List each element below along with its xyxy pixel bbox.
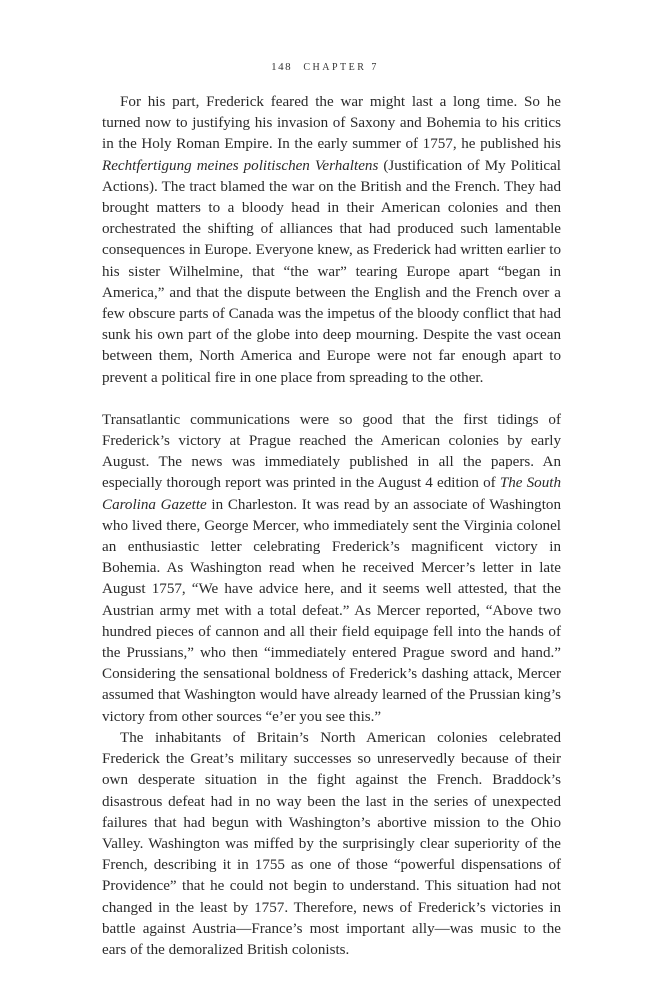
running-head (0, 61, 650, 73)
text-run: (Justification of My Political Actions). The tract blamed the war on the British and the French. They had brought matters to a bloody head in their American colonies and then orchestrated the shifting of alliances that had produced such lamentable consequences in Europe. Everyone knew, as Frederick had written earlier to his sister Wilhelmine, that “the war” tearing Europe apart “began in America,” and that the dispute between the English and the French over a few obscure parts of Canada was the impetus of the bloody conflict that had sunk his own part of the globe into deep mourning. Despite the vast ocean between them, North America and Europe were not far enough apart to prevent a political fire in one place from spreading to the other. (102, 157, 561, 386)
chapter-label: CHAPTER 7 (303, 62, 379, 73)
page-number: 148 (271, 61, 293, 73)
text-run: Transatlantic communications were so good that the first tidings of Frederick’s victory at Prague reached the American colonies by early August. The news was immediately published in all the papers. An especially thorough report was printed in the August 4 edition of (102, 411, 561, 492)
text-run: For his part, Frederick feared the war might last a long time. So he turned now to justifying his invasion of Saxony and Bohemia to his critics in the Holy Roman Empire. In the early summer of 1757, he published his (102, 94, 561, 153)
paragraph-1 (102, 92, 561, 389)
italic-title: Rechtfertigung meines politischen Verhaltens (102, 157, 379, 174)
text-run: The inhabitants of Britain’s North American colonies celebrated Frederick the Great’s military successes so unreservedly because of their own desperate situation in the fight against the French. Braddock’s disastrous defeat had in no way been the last in the series of unexpected failures that had begun with Washington’s abortive mission to the Ohio Valley. Washington was miffed by the surprisingly clear superiority of the French, describing it in 1755 as one of those “powerful dispensations of Providence” that he could not begin to understand. This situation had not changed in the least by 1757. Therefore, news of Frederick’s victories in battle against Austria—France’s most important ally—was music to the ears of the demoralized British colonists. (102, 729, 561, 958)
text-run: in Charleston. It was read by an associate of Washington who lived there, George Mercer, who immediately sent the Virginia colonel an enthusiastic letter celebrating Frederick’s magnificent victory in Bohemia. As Washington read when he received Mercer’s letter in late August 1757, “We have advice here, and it seems well attested, that the Austrian army met with a total defeat.” As Mercer reported, “Above two hundred pieces of cannon and all their field equipage fell into the hands of the Prussians,” who then “immediately entered Prague sword and hand.” Considering the sensational boldness of Frederick’s dashing attack, Mercer assumed that Washington would have already learned of the Prussian king’s victory from other sources “e’er you see this.” (102, 496, 561, 725)
body-text (102, 92, 561, 961)
paragraph-3 (102, 728, 561, 961)
paragraph-2 (102, 410, 561, 728)
italic-title: The South Carolina Gazette (102, 475, 562, 513)
